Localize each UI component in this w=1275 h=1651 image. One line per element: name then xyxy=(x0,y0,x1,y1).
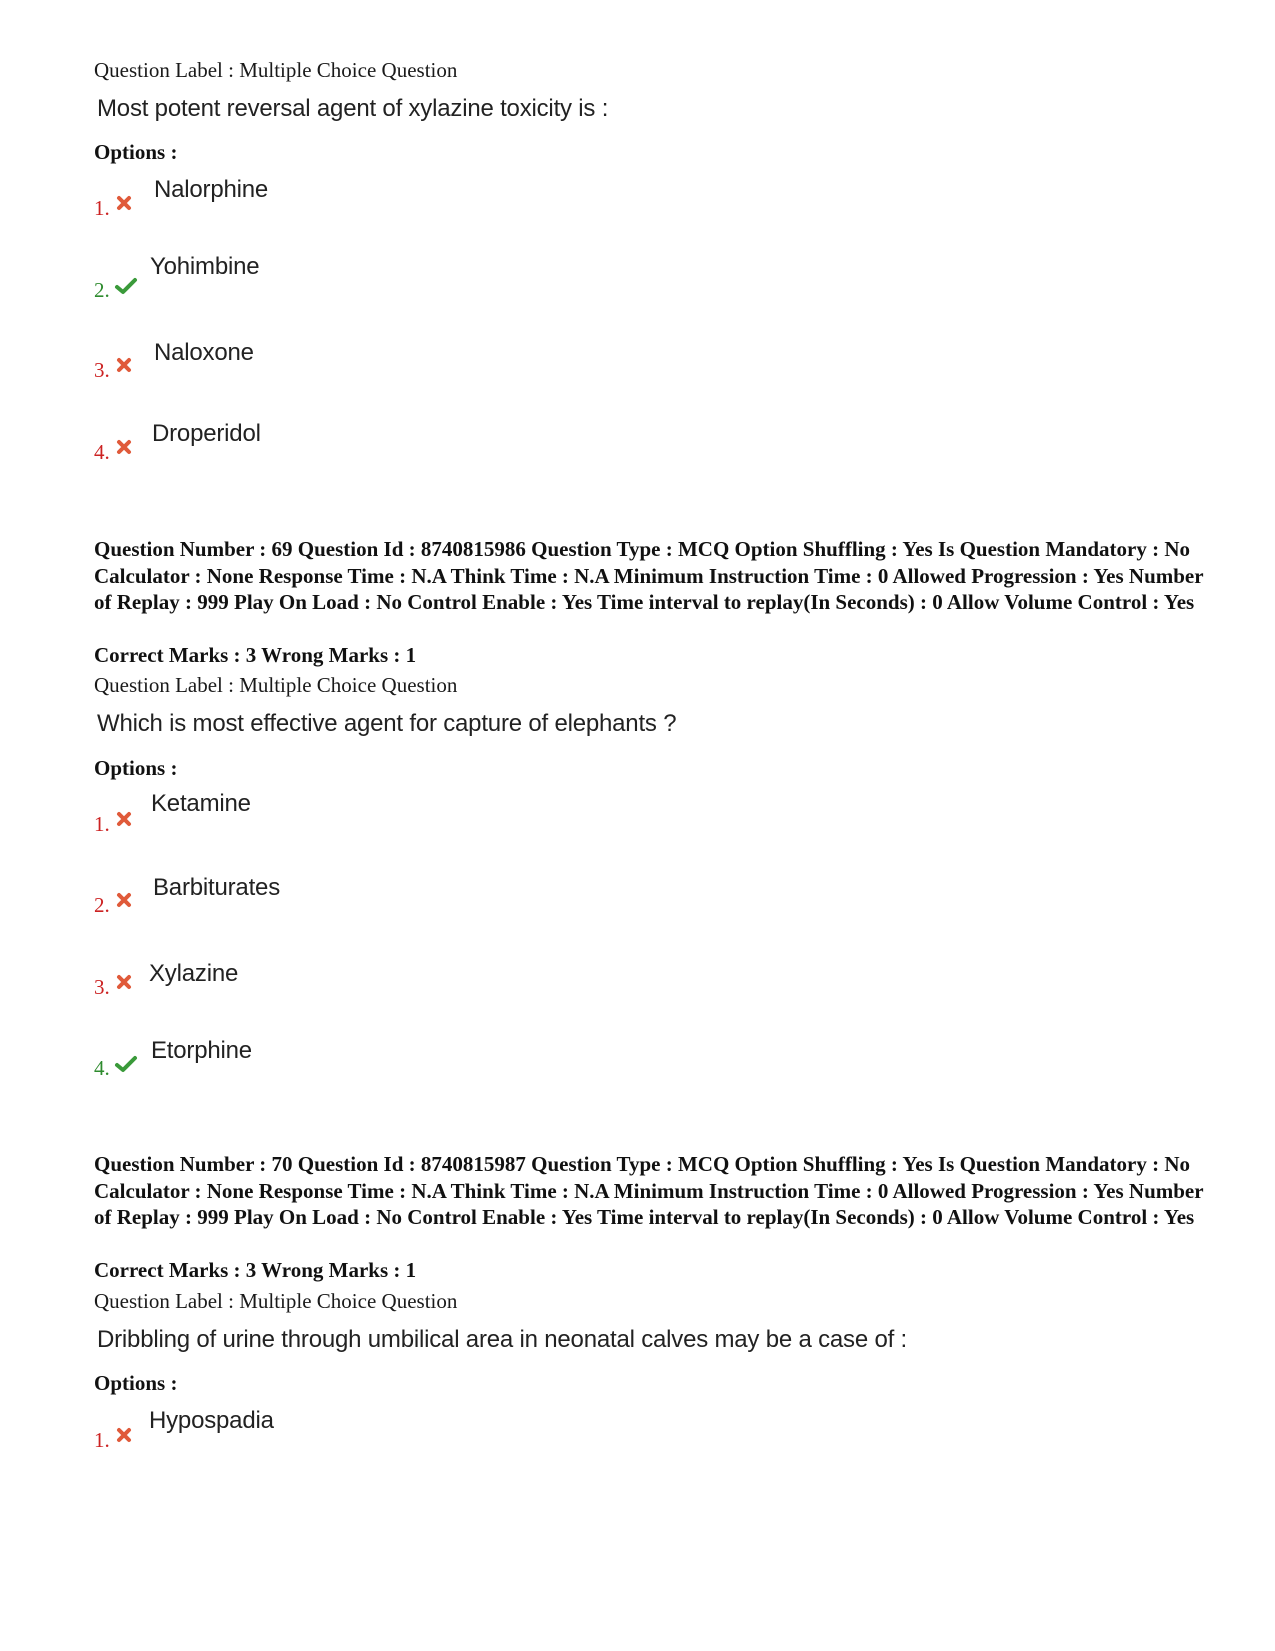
option-text: Ketamine xyxy=(151,790,251,817)
cross-icon xyxy=(115,438,133,456)
question-label: Question Label : Multiple Choice Question xyxy=(94,1289,458,1313)
option-text: Nalorphine xyxy=(154,176,269,203)
question-label: Question Label : Multiple Choice Question xyxy=(94,673,458,697)
option-number: 3. xyxy=(94,358,110,382)
option-text: Droperidol xyxy=(152,420,261,447)
option-number: 2. xyxy=(94,278,110,302)
options-heading: Options : xyxy=(94,1371,178,1395)
options-heading: Options : xyxy=(94,140,178,164)
question-label: Question Label : Multiple Choice Question xyxy=(94,58,458,82)
cross-icon xyxy=(115,194,133,212)
question-meta: Question Number : 69 Question Id : 8740815986 Question Type : MCQ Option Shuffling : Yes Is Question Mandatory : No Calculator : None Response Time : N.A Think Time : N.A Minimum Instruction Time : 0 Allowed Progression : Yes Number of Replay : 999 Play On Load : No Control Enable : Yes Time interval to replay(In Seconds) : 0 Allow Volume Control : Yes xyxy=(94,537,1204,614)
marks-info: Correct Marks : 3 Wrong Marks : 1 xyxy=(94,1258,417,1282)
check-icon xyxy=(114,1054,138,1074)
question-text: Most potent reversal agent of xylazine toxicity is : xyxy=(97,95,609,122)
option-number: 4. xyxy=(94,1056,110,1080)
cross-icon xyxy=(115,356,133,374)
options-heading: Options : xyxy=(94,756,178,780)
option-text: Xylazine xyxy=(149,960,239,987)
option-text: Naloxone xyxy=(154,339,254,366)
option-text: Yohimbine xyxy=(150,253,260,280)
cross-icon xyxy=(115,1426,133,1444)
question-text: Which is most effective agent for capture of elephants ? xyxy=(97,710,677,737)
check-icon xyxy=(114,276,138,296)
option-number: 1. xyxy=(94,196,110,220)
cross-icon xyxy=(115,810,133,828)
option-text: Barbiturates xyxy=(153,874,280,901)
option-number: 4. xyxy=(94,440,110,464)
question-text: Dribbling of urine through umbilical area in neonatal calves may be a case of : xyxy=(97,1326,907,1353)
option-text: Hypospadia xyxy=(149,1407,274,1434)
option-number: 1. xyxy=(94,1428,110,1452)
option-number: 2. xyxy=(94,893,110,917)
cross-icon xyxy=(115,973,133,991)
option-number: 3. xyxy=(94,975,110,999)
option-text: Etorphine xyxy=(151,1037,252,1064)
question-meta: Question Number : 70 Question Id : 8740815987 Question Type : MCQ Option Shuffling : Yes Is Question Mandatory : No Calculator : None Response Time : N.A Think Time : N.A Minimum Instruction Time : 0 Allowed Progression : Yes Number of Replay : 999 Play On Load : No Control Enable : Yes Time interval to replay(In Seconds) : 0 Allow Volume Control : Yes xyxy=(94,1152,1204,1229)
cross-icon xyxy=(115,891,133,909)
option-number: 1. xyxy=(94,812,110,836)
marks-info: Correct Marks : 3 Wrong Marks : 1 xyxy=(94,643,417,667)
